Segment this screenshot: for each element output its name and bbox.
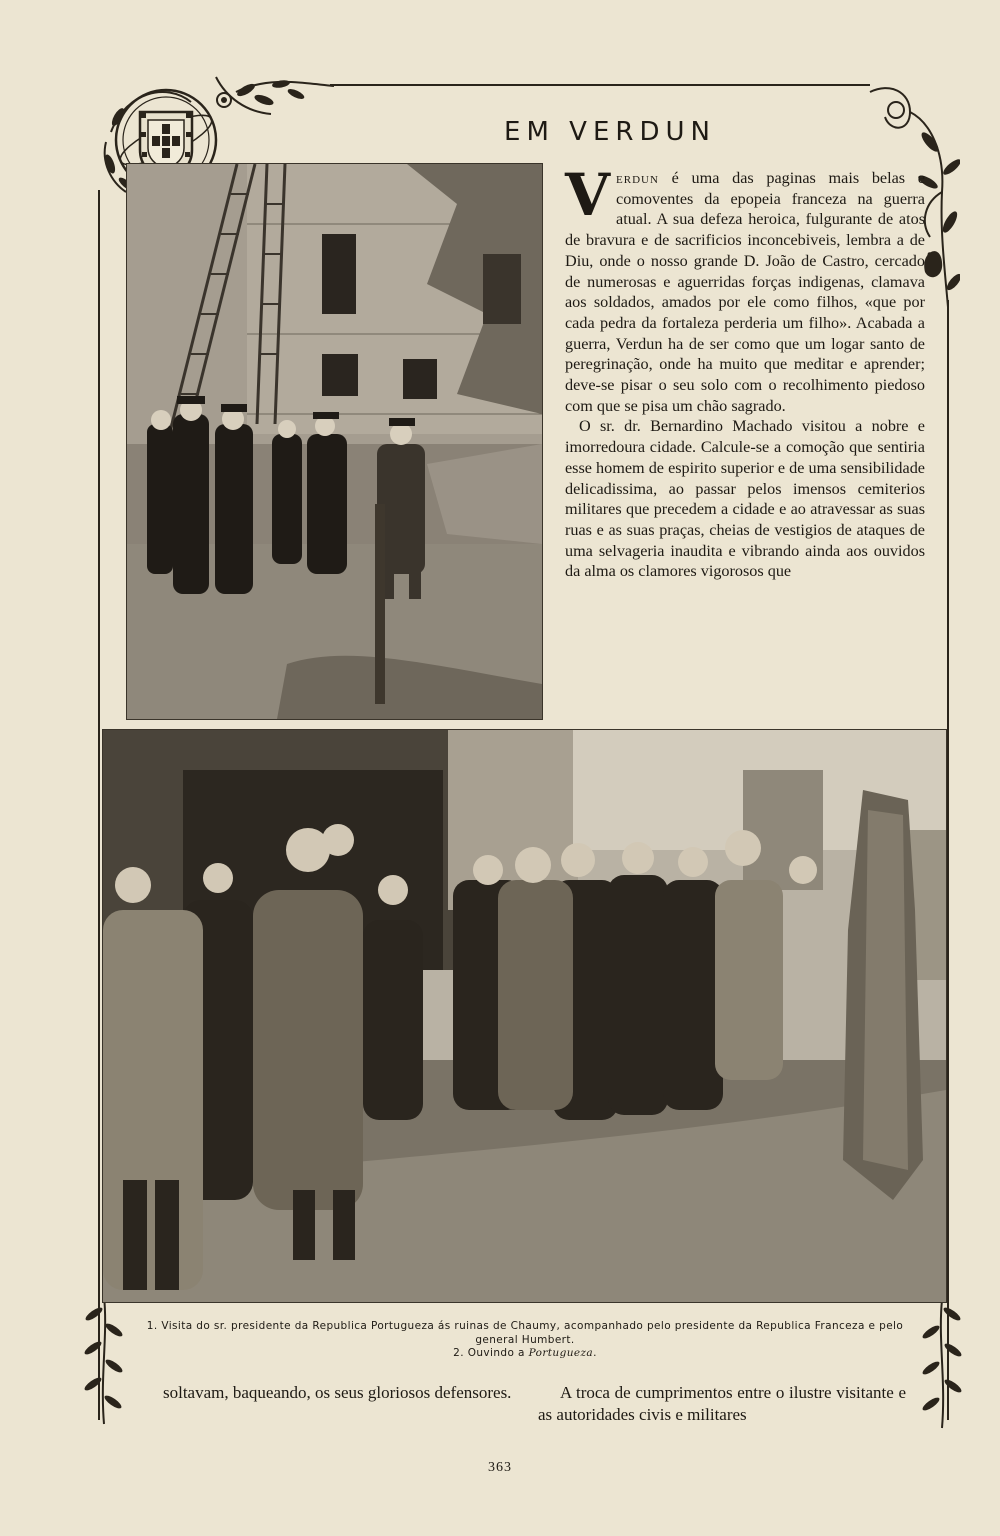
caption-line-2 [140, 1347, 910, 1361]
frame-right-rule [947, 300, 949, 1420]
photo-caption [140, 1320, 910, 1361]
frame-left-rule [98, 190, 100, 1420]
drop-cap: V [565, 161, 611, 229]
article-continuation-left [163, 1382, 513, 1404]
paragraph-text: é uma das paginas mais belas e comoventes da epopeia franceza na guerra atual. A sua defeza heroica, fulgurante de atos de bravura e de sacrificios inconcebiveis, lembra a de Diu, onde o nosso grande D. João de Castro, cercado de numerosas e aguerridas forças indigenas, clamava aos soldados, amados por ele como filhos, «que por cada pedra da fortaleza perderia um filho». Acabada a guerra, Verdun ha de ser como que um logar santo de peregrinação, onde ha muito que meditar e aprender; deve-se pisar o seu solo com o recolhimento piedoso com que se pisa um chão sagrado. [565, 169, 925, 415]
article-column [565, 161, 925, 582]
caption-line-2-italic: Portugueza [528, 1347, 594, 1359]
paragraph-text: A troca de cumprimentos entre o ilustre visitante e as autoridades civis e militares [538, 1383, 906, 1424]
photo-dignitaries-standing-row [102, 729, 947, 1303]
lead-word: erdun [616, 169, 659, 187]
article-continuation-right [538, 1382, 906, 1426]
frame-top-rule [330, 84, 870, 86]
caption-line-1: 1. Visita do sr. presidente da Republica Portugueza ás ruinas de Chaumy, acompanhado pelo presidente da Republica Franceza e pelo general Humbert. [146, 1320, 904, 1346]
photo-officials-among-ruins [126, 163, 543, 720]
floral-vine-ornament-icon [82, 1296, 126, 1426]
page-number: 363 [488, 1460, 512, 1475]
paragraph-text: soltavam, baqueando, os seus gloriosos defensores. [163, 1383, 512, 1402]
caption-line-2-prefix: 2. Ouvindo a [453, 1347, 529, 1359]
article-paragraph [565, 161, 925, 416]
page-title: EM VERDUN [504, 117, 716, 148]
floral-vine-ornament-icon [918, 1300, 964, 1430]
caption-line-2-suffix: . [593, 1347, 597, 1359]
article-paragraph: O sr. dr. Bernardino Machado visitou a nobre e imorredoura cidade. Calcule-se a comoção que sentiria esse homem de espirito superior e de uma sensibilidade delicadissima, ao passar pelos imensos cemiterios militares que precedem a cidade e ao atravessar as suas ruas e as suas praças, cheias de vestigios de ataques de uma selvageria inaudita e vibrando ainda aos ouvidos da alma os clamores vigorosos que [565, 417, 925, 581]
